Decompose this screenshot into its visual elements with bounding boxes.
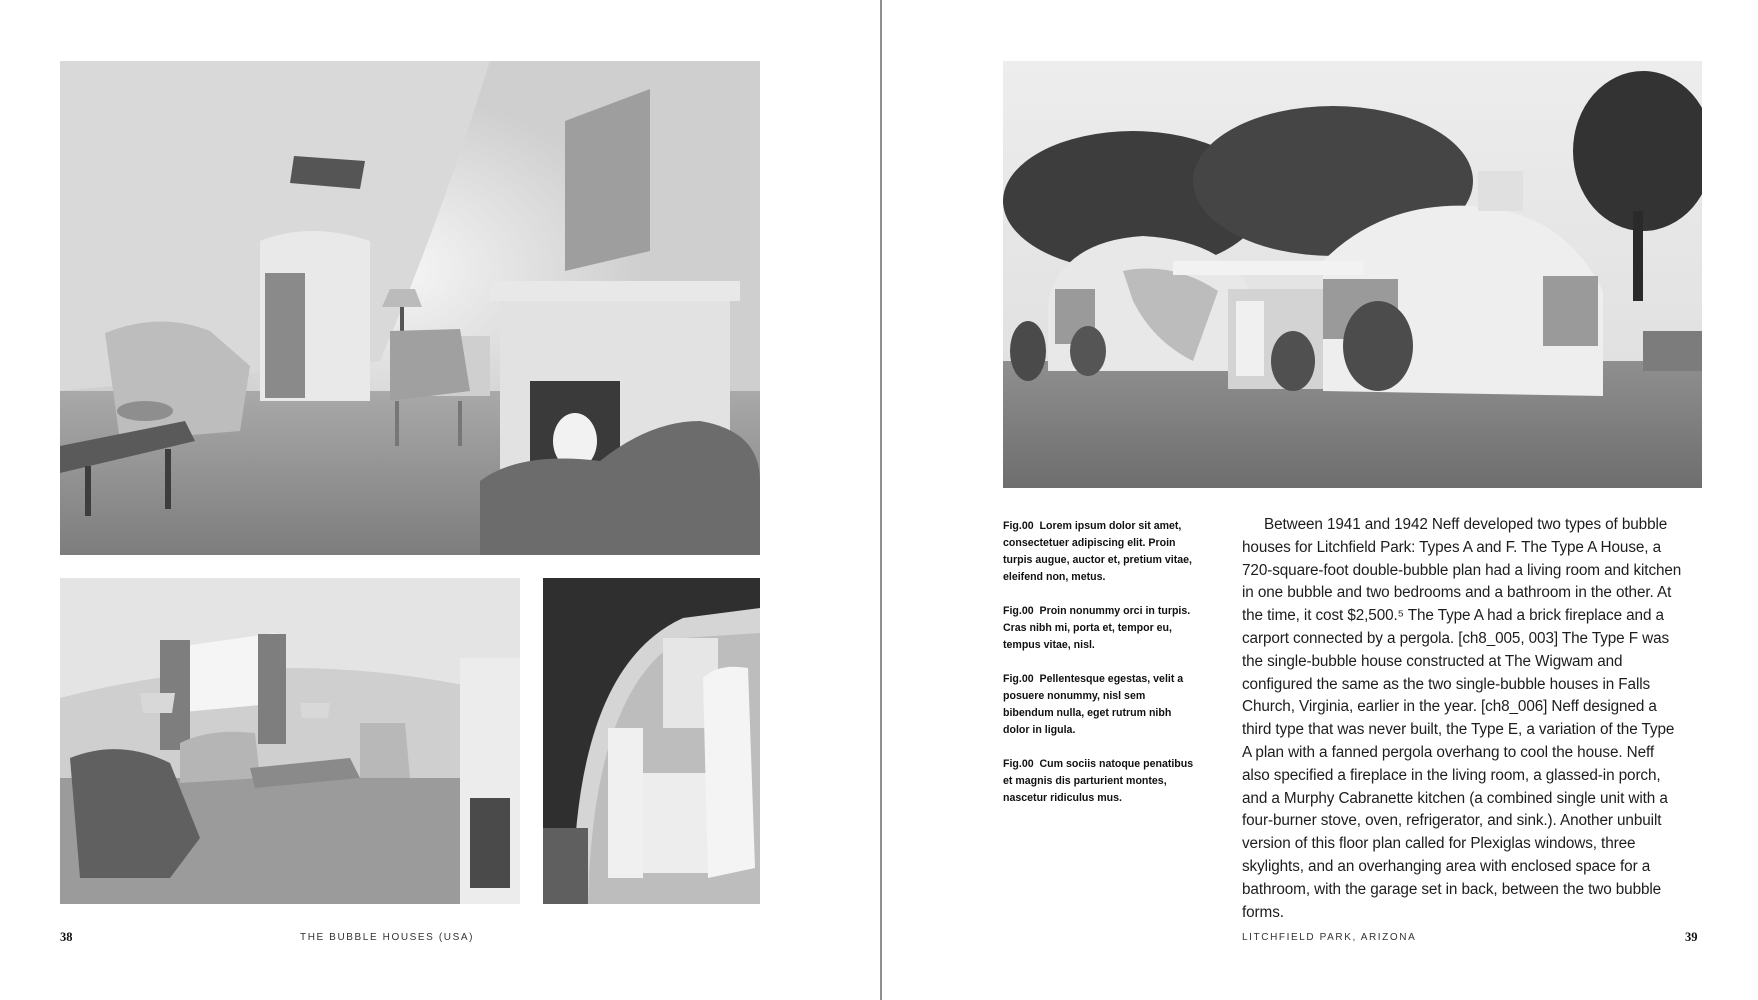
figure-caption — [1003, 756, 1198, 807]
body-paragraph: Between 1941 and 1942 Neff developed two types of bubble houses for Litchfield Park: Types A and F. The Type A House, a 720-square-foot double-bubble plan had a living room and kitchen in one bubble and two bedrooms and a bathroom in the other. At the time, it cost $2,500.⁵ The Type A had a brick fireplace and a carport connected by a pergola. [ch8_005, 003] The Type F was the single-bubble house constructed at The Wigwam and configured the same as the two single-bubble houses in Falls Church, Virginia, earlier in the year. [ch8_006] Neff designed a third type that was never built, the Type E, a variation of the Type A plan with a fanned pergola overhang to cool the house. Neff also specified a fireplace in the living room, a glassed-in porch, and a Murphy Cabranette kitchen (a combined single unit with a four-burner stove, oven, refrigerator, and sink.). Another unbuilt version of this floor plan called for Plexiglas windows, three skylights, and an overhanging area with enclosed space for a bathroom, with the garage set in back, between the two bubble forms. — [1242, 516, 1682, 921]
running-head-right: LITCHFIELD PARK, ARIZONA — [1242, 932, 1417, 943]
running-head-left: THE BUBBLE HOUSES (USA) — [300, 932, 475, 943]
living-room-window-photo — [60, 578, 520, 904]
right-page — [882, 0, 1758, 1000]
kitchen-arch-photo — [543, 578, 760, 904]
figure-number: Fig.00 — [1003, 520, 1034, 532]
caption-text: Proin nonummy orci in turpis. Cras nibh mi, porta et, tempor eu, tempus vitae, nisl. — [1003, 605, 1191, 651]
page-number-left: 38 — [60, 930, 73, 944]
caption-text: Cum sociis natoque penatibus et magnis dis parturient montes, nascetur ridiculus mus. — [1003, 758, 1194, 804]
figure-number: Fig.00 — [1003, 673, 1034, 685]
caption-text: Lorem ipsum dolor sit amet, consectetuer adipiscing elit. Proin turpis augue, auctor et, pretium vitae, eleifend non, metus. — [1003, 520, 1192, 583]
figure-caption — [1003, 603, 1198, 654]
figure-number: Fig.00 — [1003, 758, 1034, 770]
figure-captions — [1003, 518, 1198, 824]
living-room-fireplace-photo — [60, 61, 760, 555]
caption-text: Pellentesque egestas, velit a posuere nonummy, nisl sem bibendum nulla, eget rutrum nibh dolor in ligula. — [1003, 673, 1184, 736]
figure-caption — [1003, 671, 1198, 739]
page-number-right: 39 — [1685, 930, 1698, 944]
bubble-house-exterior-photo — [1003, 61, 1702, 488]
figure-number: Fig.00 — [1003, 605, 1034, 617]
figure-caption — [1003, 518, 1198, 586]
